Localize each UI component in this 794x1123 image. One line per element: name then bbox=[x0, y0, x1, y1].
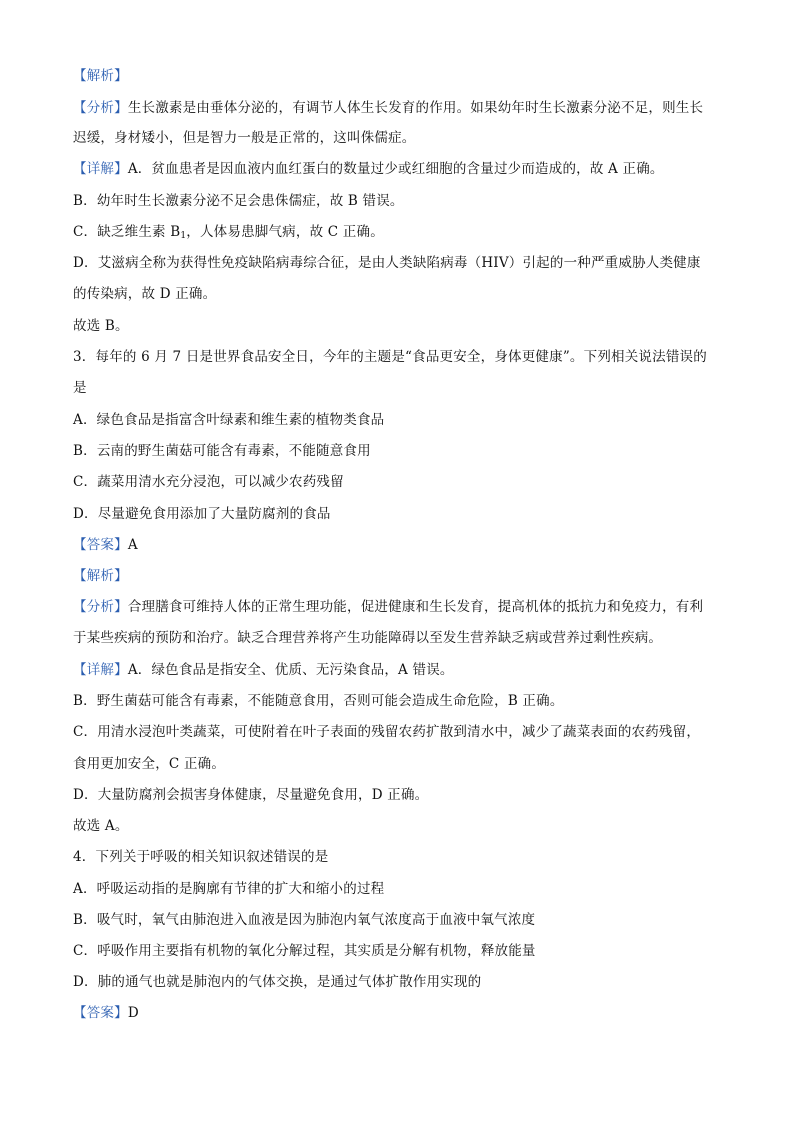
q2-fenxi-label: 【分析】 bbox=[73, 100, 128, 116]
q3-option-a: A．绿色食品是指富含叶绿素和维生素的植物类食品 bbox=[73, 412, 385, 428]
q3-option-c: C．蔬菜用清水充分浸泡，可以减少农药残留 bbox=[73, 474, 344, 490]
q2-detail-c-sub: 1 bbox=[180, 231, 187, 241]
q3-answer-label: 【答案】 bbox=[73, 537, 128, 553]
q3-fenxi-line-2: 于某些疾病的预防和治疗。缺乏合理营养将产生功能障碍以至发生营养缺乏病或营养过剩性疾病。 bbox=[73, 630, 663, 646]
q3-stem-line-2: 是 bbox=[73, 380, 87, 396]
q3-fenxi-label: 【分析】 bbox=[73, 599, 128, 615]
q3-stem-line-1: 3．每年的 6 月 7 日是世界食品安全日，今年的主题是“食品更安全，身体更健康”。下列相关说法错误的 bbox=[73, 349, 707, 365]
q3-detail-a: A．绿色食品是指安全、优质、无污染食品，A 错误。 bbox=[127, 662, 454, 678]
q4-option-a: A．呼吸运动指的是胸廓有节律的扩大和缩小的过程 bbox=[73, 881, 385, 897]
q3-detail-c-line-1: C．用清水浸泡叶类蔬菜，可使附着在叶子表面的残留农药扩散到清水中，减少了蔬菜表面的农药残留， bbox=[73, 724, 701, 740]
q4-stem: 4．下列关于呼吸的相关知识叙述错误的是 bbox=[73, 849, 329, 865]
q2-detail-c-pre: C．缺乏维生素 B bbox=[73, 224, 181, 240]
q3-option-d: D．尽量避免食用添加了大量防腐剂的食品 bbox=[73, 506, 331, 522]
q2-detail-c bbox=[73, 222, 723, 242]
q4-answer-line bbox=[73, 1003, 723, 1023]
q4-answer-label: 【答案】 bbox=[73, 1005, 128, 1021]
q2-detail-a: A．贫血患者是因血液内血红蛋白的数量过少或红细胞的含量过少而造成的，故 A 正确。 bbox=[127, 161, 664, 177]
q2-fenxi-line-1 bbox=[73, 98, 723, 118]
q2-fenxi-text-1: 生长激素是由垂体分泌的，有调节人体生长发育的作用。如果幼年时生长激素分泌不足，则生长 bbox=[127, 100, 704, 116]
q3-detail-d: D．大量防腐剂会损害身体健康，尽量避免食用，D 正确。 bbox=[73, 787, 429, 803]
q3-answer-line bbox=[73, 535, 723, 555]
q3-jiexi-heading bbox=[73, 566, 723, 586]
q4-option-b: B．吸气时，氧气由肺泡进入血液是因为肺泡内氧气浓度高于血液中氧气浓度 bbox=[73, 912, 536, 928]
q4-option-c: C．呼吸作用主要指有机物的氧化分解过程，其实质是分解有机物，释放能量 bbox=[73, 943, 536, 959]
q2-jiexi-heading bbox=[73, 66, 723, 86]
q3-conclusion: 故选 A。 bbox=[73, 818, 129, 834]
q3-jiexi-label: 【解析】 bbox=[73, 568, 128, 584]
q2-conclusion: 故选 B。 bbox=[73, 318, 129, 334]
q2-detail-b: B．幼年时生长激素分泌不足会患侏儒症，故 B 错误。 bbox=[73, 193, 404, 209]
q2-jiexi-label: 【解析】 bbox=[73, 68, 128, 84]
q3-option-b: B．云南的野生菌菇可能含有毒素，不能随意食用 bbox=[73, 443, 371, 459]
q4-answer-value: D bbox=[127, 1005, 139, 1021]
q3-detail-a-line bbox=[73, 660, 723, 680]
q3-detail-c-line-2: 食用更加安全，C 正确。 bbox=[73, 756, 226, 772]
q4-option-d: D．肺的通气也就是肺泡内的气体交换，是通过气体扩散作用实现的 bbox=[73, 974, 482, 990]
q3-fenxi-text-1: 合理膳食可维持人体的正常生理功能，促进健康和生长发育，提高机体的抵抗力和免疫力，有利 bbox=[127, 599, 704, 615]
q2-xiangjie-label: 【详解】 bbox=[73, 161, 128, 177]
q3-xiangjie-label: 【详解】 bbox=[73, 662, 128, 678]
q2-detail-d-line-1: D．艾滋病全称为获得性免疫缺陷病毒综合征，是由人类缺陷病毒（HIV）引起的一种严重威胁人类健康 bbox=[73, 255, 701, 271]
q2-detail-a-line bbox=[73, 159, 723, 179]
q2-detail-c-post: ，人体易患脚气病，故 C 正确。 bbox=[186, 224, 384, 240]
q3-detail-b: B．野生菌菇可能含有毒素，不能随意食用，否则可能会造成生命危险，B 正确。 bbox=[73, 693, 564, 709]
q2-detail-d-line-2: 的传染病，故 D 正确。 bbox=[73, 286, 217, 302]
q3-fenxi-line-1 bbox=[73, 597, 723, 617]
q2-fenxi-line-2: 迟缓，身材矮小，但是智力一般是正常的，这叫侏儒症。 bbox=[73, 130, 416, 146]
q3-answer-value: A bbox=[127, 537, 138, 553]
